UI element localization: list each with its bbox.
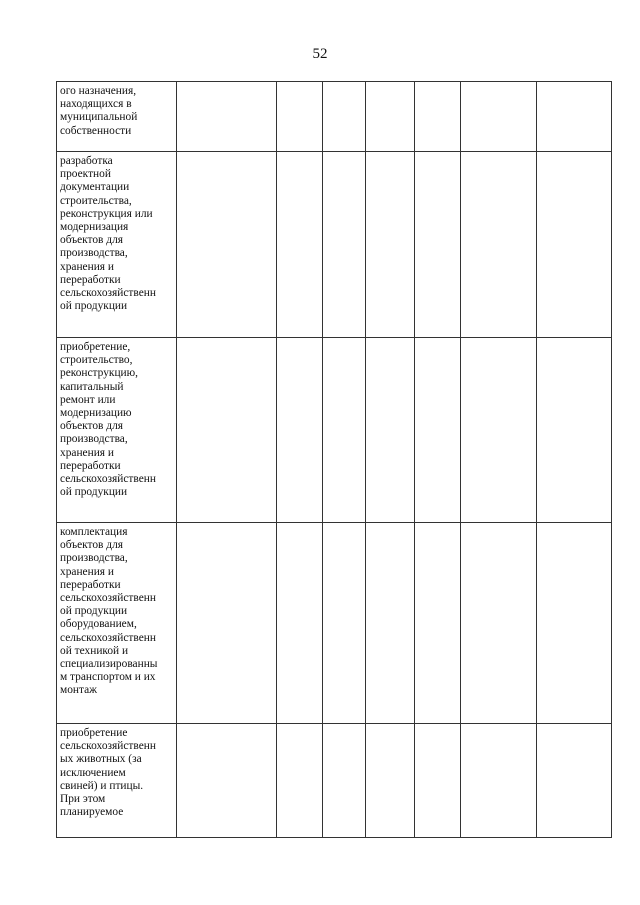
table-cell: [277, 523, 323, 724]
table-cell: [415, 724, 461, 838]
table-cell: [366, 724, 415, 838]
row-description-cell: приобретение, строительство, реконструкцию, капитальный ремонт или модернизацию объектов для производства, хранения и переработки сельскохозяйственн ой продукции: [57, 338, 177, 523]
table-cell: [277, 724, 323, 838]
row-description-cell: разработка проектной документации строительства, реконструкция или модернизация объектов для производства, хранения и переработки сельскохозяйственн ой продукции: [57, 152, 177, 338]
table-cell: [415, 523, 461, 724]
table-row: [57, 82, 612, 152]
row-description-cell: комплектация объектов для производства, хранения и переработки сельскохозяйственн ой продукции оборудованием, сельскохозяйственн ой техникой и специализированны м транспортом и их монтаж: [57, 523, 177, 724]
table-cell: [415, 152, 461, 338]
table-cell: [366, 523, 415, 724]
table-cell: [537, 724, 612, 838]
table-cell: [537, 152, 612, 338]
table-cell: [461, 152, 537, 338]
table-cell: [537, 523, 612, 724]
table-cell: [537, 82, 612, 152]
table-cell: [323, 724, 366, 838]
table-cell: [277, 338, 323, 523]
table-cell: [277, 152, 323, 338]
table-cell: [277, 82, 323, 152]
row-description-cell: ого назначения, находящихся в муниципальной собственности: [57, 82, 177, 152]
table-cell: [415, 82, 461, 152]
table-cell: [415, 338, 461, 523]
table-row: [57, 523, 612, 724]
table-cell: [366, 152, 415, 338]
table-cell: [461, 523, 537, 724]
table-cell: [323, 82, 366, 152]
table-row: [57, 338, 612, 523]
table-cell: [177, 523, 277, 724]
document-table: [56, 81, 612, 838]
table-cell: [177, 82, 277, 152]
row-description-cell: приобретение сельскохозяйственн ых животных (за исключением свиней) и птицы. При этом планируемое: [57, 724, 177, 838]
page-number: 52: [312, 46, 328, 62]
table-cell: [366, 338, 415, 523]
table-cell: [323, 152, 366, 338]
table-row: [57, 724, 612, 838]
table-cell: [461, 724, 537, 838]
table-cell: [177, 338, 277, 523]
table-cell: [461, 338, 537, 523]
table-row: [57, 152, 612, 338]
table-cell: [323, 523, 366, 724]
table-cell: [177, 152, 277, 338]
table-cell: [537, 338, 612, 523]
table-cell: [323, 338, 366, 523]
table-cell: [177, 724, 277, 838]
table-cell: [461, 82, 537, 152]
table-cell: [366, 82, 415, 152]
